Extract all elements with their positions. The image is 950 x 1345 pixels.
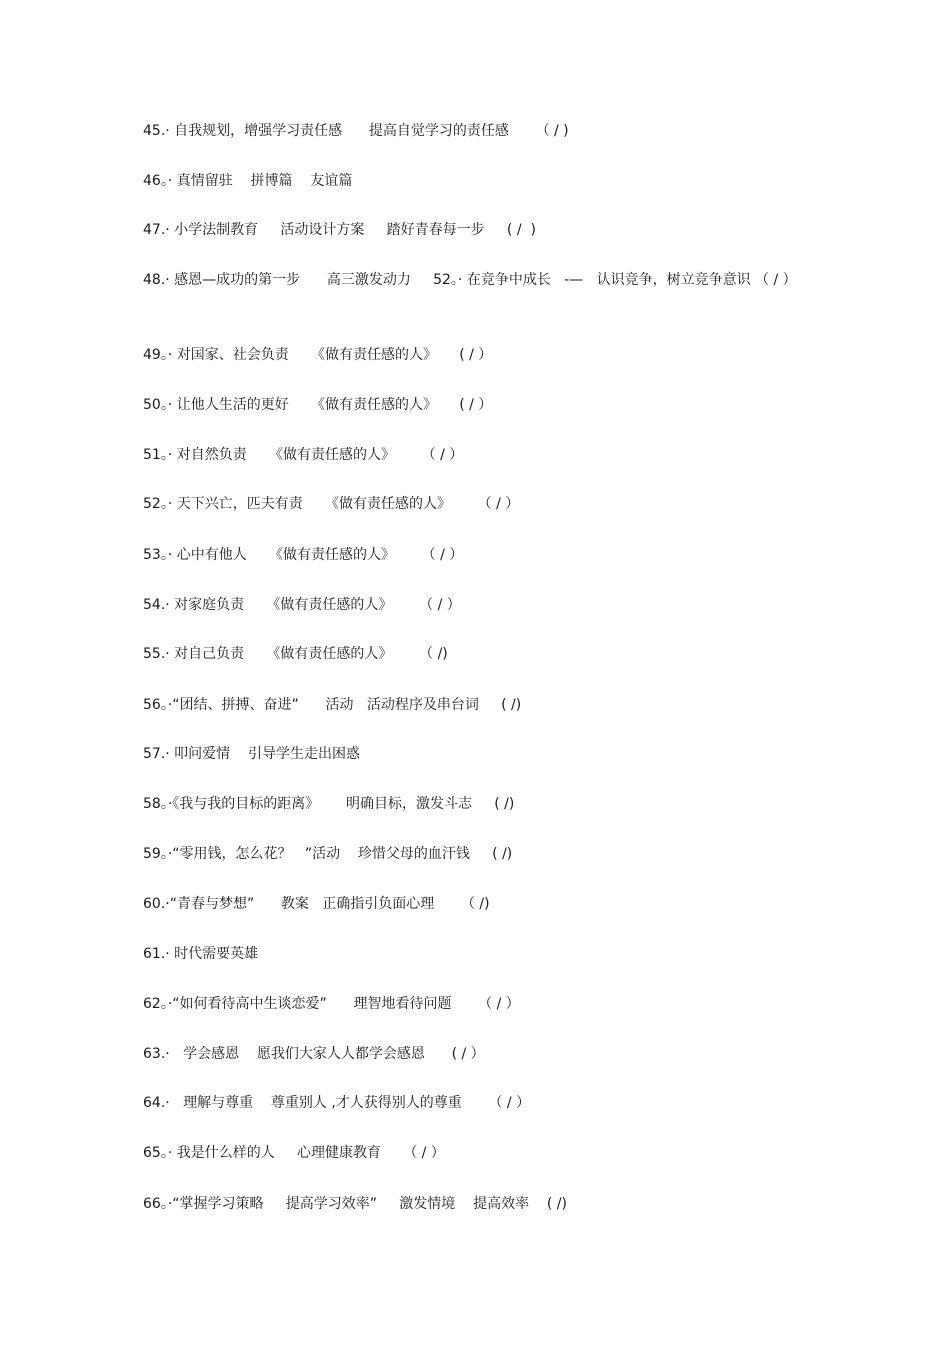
list-item: 49。· 对国家、社会负责 《做有责任感的人》 ( / ）: [143, 347, 493, 363]
list-item: 53。· 心中有他人 《做有责任感的人》 （ / ）: [143, 547, 464, 563]
list-item: 54.· 对家庭负责 《做有责任感的人》 （ / ）: [143, 597, 461, 613]
list-item: 65。· 我是什么样的人 心理健康教育 （ / ）: [143, 1145, 445, 1161]
list-item: 52。· 天下兴亡，匹夫有责 《做有责任感的人》 （ / ）: [143, 496, 520, 512]
list-item: 61.· 时代需要英雄: [143, 946, 259, 962]
list-item: 62。·“如何看待高中生谈恋爱” 理智地看待问题 （ / ）: [143, 996, 520, 1012]
list-item: 48.· 感恩—成功的第一步 高三激发动力 52。· 在竞争中成长 -— 认识竞争，树立竞争意识 （ / ）: [143, 272, 797, 288]
list-item: 51。· 对自然负责 《做有责任感的人》 （ / ）: [143, 447, 464, 463]
list-item: 57.· 叩问爱情 引导学生走出困惑: [143, 746, 360, 762]
list-item: 63.· 学会感恩 愿我们大家人人都学会感恩 ( / ）: [143, 1046, 485, 1062]
list-item: 59。·“零用钱，怎么花？ ”活动 珍惜父母的血汗钱 ( /): [143, 846, 513, 862]
list-item: 64.· 理解与尊重 尊重别人 ,才人获得别人的尊重 （ / ）: [143, 1095, 531, 1111]
list-item: 45.· 自我规划，增强学习责任感 提高自觉学习的责任感 （ / ): [143, 123, 569, 139]
list-item: 55.· 对自己负责 《做有责任感的人》 （ /): [143, 646, 448, 662]
list-item: 56。·“团结、拼搏、奋进” 活动 活动程序及串台词 ( /): [143, 697, 522, 713]
list-item: 46。· 真情留驻 拼博篇 友谊篇: [143, 173, 353, 189]
list-item: 60.·“青春与梦想” 教案 正确指引负面心理 （ /): [143, 896, 490, 912]
list-item: 50。· 让他人生活的更好 《做有责任感的人》 ( / ）: [143, 397, 493, 413]
list-item: 58。·《我与我的目标的距离》 明确目标，激发斗志 ( /): [143, 796, 515, 812]
list-item: 47.· 小学法制教育 活动设计方案 踏好青春每一步 ( / ): [143, 222, 536, 238]
list-item: 66。·“掌握学习策略 提高学习效率” 激发情境 提高效率 ( /): [143, 1196, 567, 1212]
